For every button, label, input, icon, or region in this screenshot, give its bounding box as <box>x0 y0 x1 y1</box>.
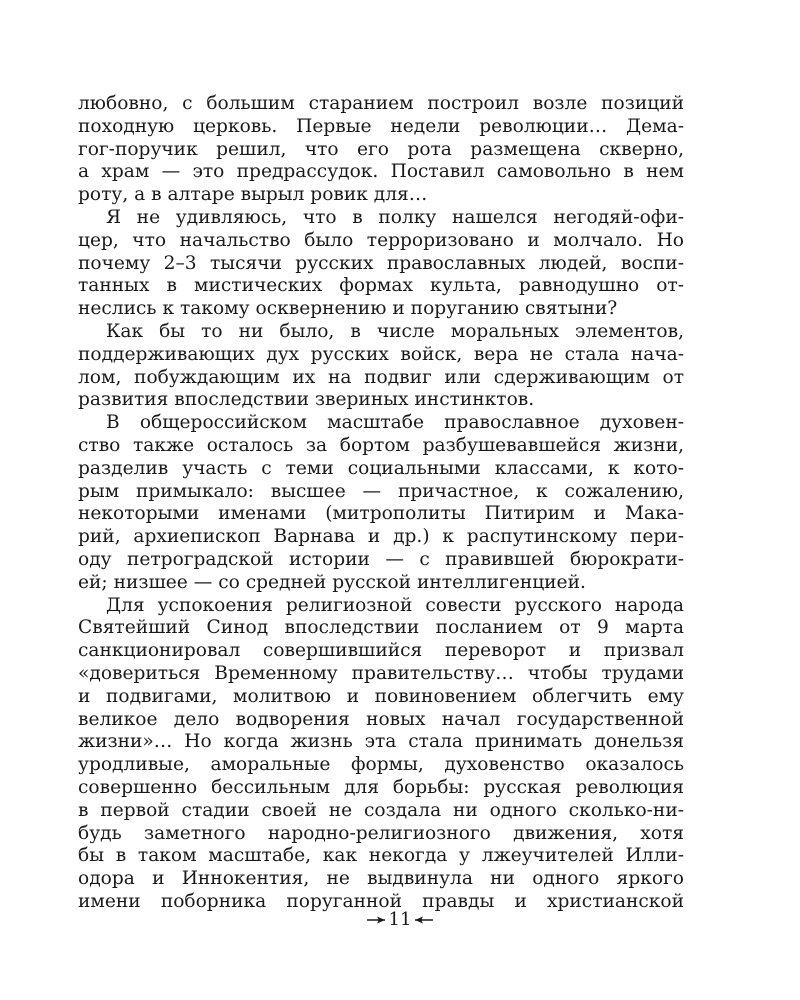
page-folio <box>0 909 800 930</box>
paragraph <box>78 412 684 594</box>
text-line: оду петроградской истории — с правившей бюрократи- <box>78 548 684 570</box>
text-line: «довериться Временному правительству… чтобы трудами <box>78 662 684 684</box>
text-line: ей; низшее — со средней русской интеллигенцией. <box>78 571 586 593</box>
text-line: санкционировал совершившийся переворот и призвал <box>78 640 684 662</box>
text-line: Святейший Синод впоследствии посланием от 9 марта <box>78 617 684 639</box>
text-line: и подвигами, молитвою и повиновением облегчить ему <box>78 685 684 707</box>
text-line: рым примыкало: высшее — причастное, к сожалению, <box>78 480 684 502</box>
text-line: будь заметного народно-религиозного движения, хотя <box>78 822 684 844</box>
text-line: ство также осталось за бортом разбушевавшейся жизни, <box>78 434 684 456</box>
text-line: В общероссийском масштабе православное духовен- <box>106 412 684 434</box>
text-line: поддерживающих дух русских войск, вера не стала нача- <box>78 343 684 365</box>
paragraph <box>78 595 684 914</box>
text-line: походную церковь. Первые недели революции… Дема- <box>78 115 684 137</box>
text-line: одора и Иннокентия, не выдвинула ни одного яркого <box>78 868 684 890</box>
right-ornament-icon <box>415 915 433 925</box>
page-number: 11 <box>388 909 412 930</box>
text-line: имени поборника поруганной правды и христианской <box>78 890 684 912</box>
paragraph <box>78 207 684 321</box>
text-line: гог-поручик решил, что его рота размещена скверно, <box>78 138 684 160</box>
text-line: совершенно бессильным для борьбы: русская революция <box>78 776 684 798</box>
paragraph <box>78 93 684 207</box>
text-line: роту, а в алтаре вырыл ровик для… <box>78 184 428 206</box>
text-line: а храм — это предрассудок. Поставил самовольно в нем <box>78 161 684 183</box>
text-line: в первой стадии своей не создала ни одного сколько-ни- <box>78 799 684 821</box>
text-line: цер, что начальство было терроризовано и молчало. Но <box>78 229 684 251</box>
text-line: бы в таком масштабе, как некогда у лжеучителей Илли- <box>78 845 684 867</box>
text-line: жизни»… Но когда жизнь эта стала принимать донельзя <box>78 731 684 753</box>
text-line: некоторыми именами (митрополиты Питирим и Мака- <box>78 503 684 525</box>
text-line: танных в мистических формах культа, равнодушно от- <box>78 275 684 297</box>
text-line: Я не удивляюсь, что в полку нашелся негодяй-офи- <box>106 206 684 228</box>
text-line: великое дело водворения новых начал государственной <box>78 708 684 730</box>
text-line: лом, побуждающим их на подвиг или сдерживающим от <box>78 366 684 388</box>
text-line: Как бы то ни было, в числе моральных элементов, <box>106 320 684 342</box>
text-line: развития впоследствии звериных инстинктов. <box>78 389 535 411</box>
text-line: разделив участь с теми социальными классами, к кото- <box>78 457 684 479</box>
paragraph <box>78 321 684 412</box>
text-line: уродливые, аморальные формы, духовенство оказалось <box>78 754 684 776</box>
text-line: Для успокоения религиозной совести русского народа <box>106 594 684 616</box>
text-line: почему 2–3 тысячи русских православных людей, воспи- <box>78 252 684 274</box>
text-line: любовно, с большим старанием построил возле позиций <box>78 93 684 114</box>
text-line: рий, архиепископ Варнава и др.) к распутинскому пери- <box>78 526 684 548</box>
left-ornament-icon <box>367 915 385 925</box>
body-text <box>78 93 684 914</box>
text-line: неслись к такому осквернению и поруганию святыни? <box>78 298 618 320</box>
